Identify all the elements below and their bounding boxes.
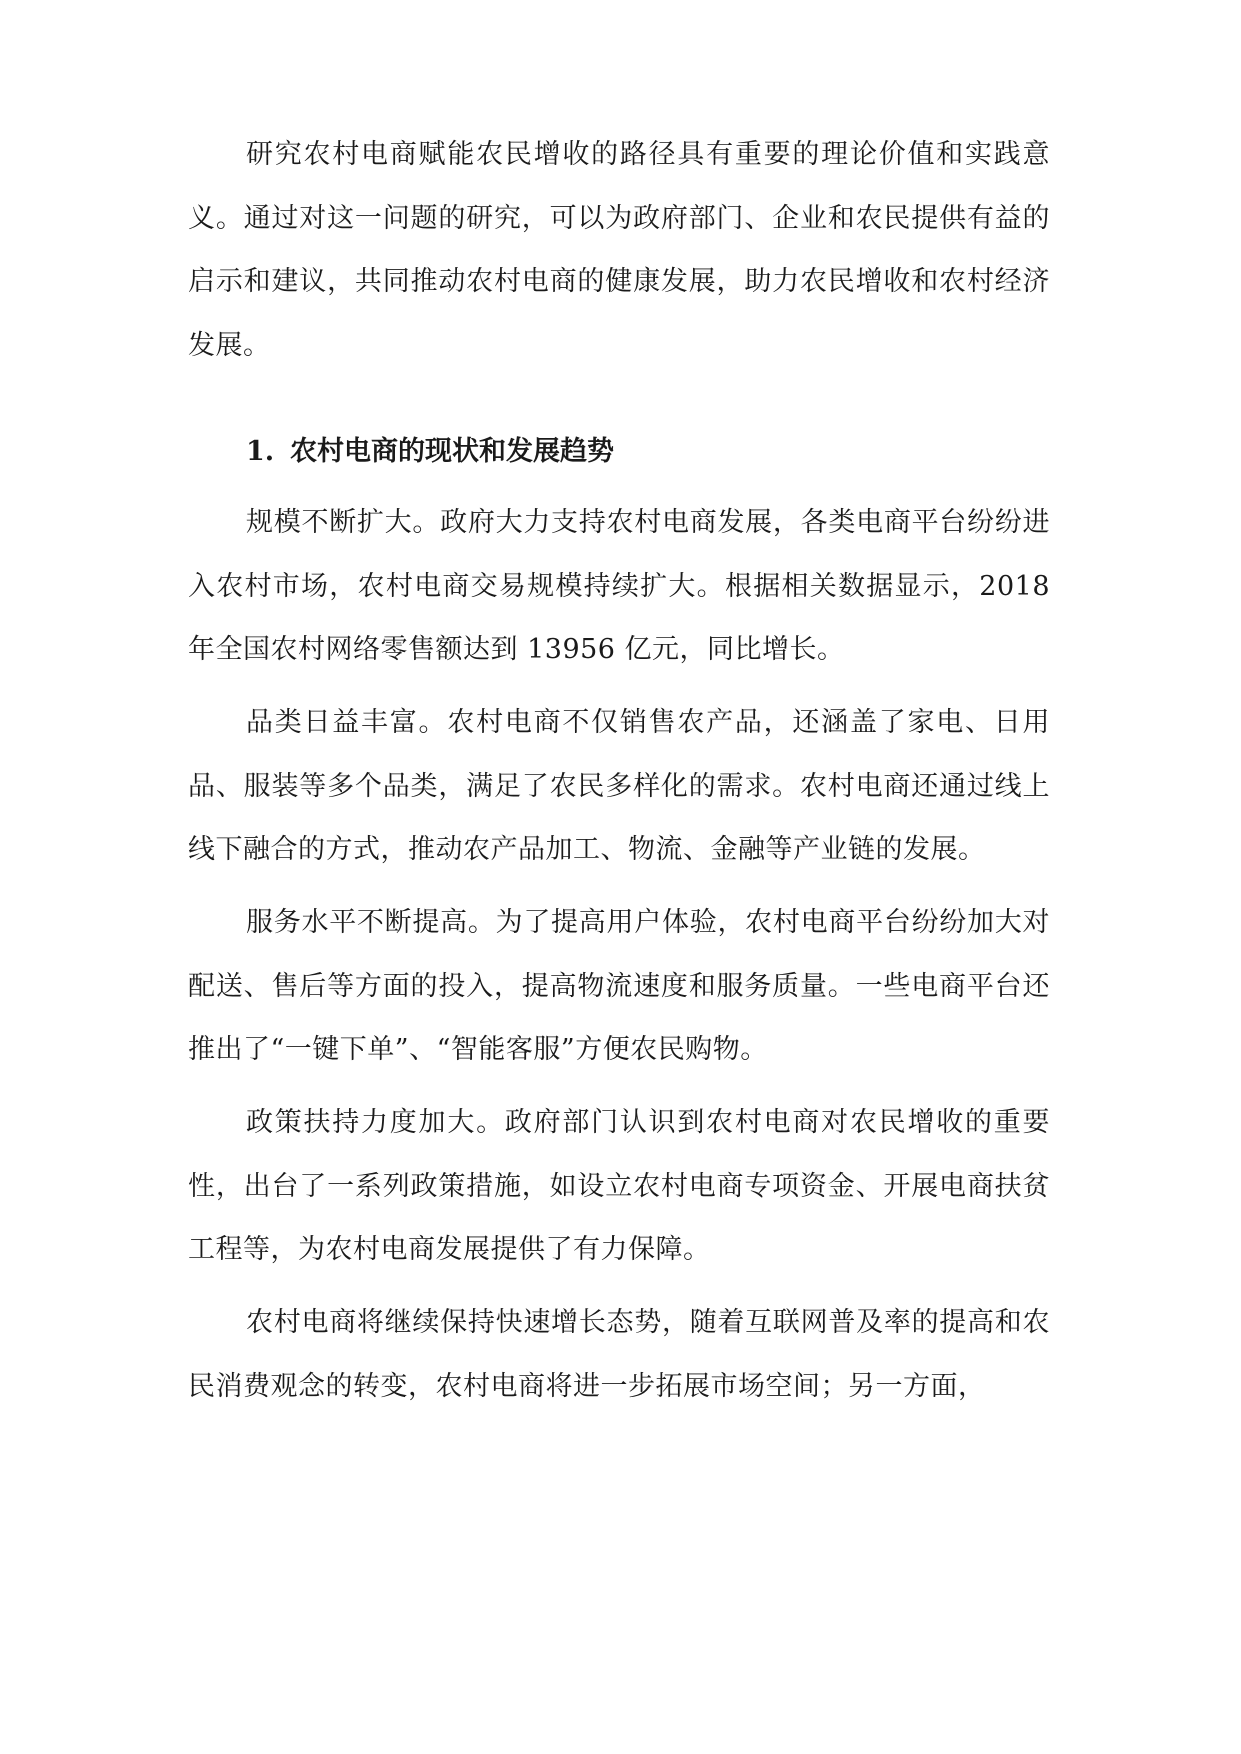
section-heading — [246, 420, 614, 484]
paragraph-trend: 农村电商将继续保持快速增长态势，随着互联网普及率的提高和农民消费观念的转变，农村电商将进一步拓展市场空间；另一方面， — [188, 1307, 1050, 1402]
section-number: 1. — [246, 436, 275, 467]
paragraph-categories: 品类日益丰富。农村电商不仅销售农产品，还涵盖了家电、日用品、服装等多个品类，满足了农民多样化的需求。农村电商还通过线上线下融合的方式，推动农产品加工、物流、金融等产业链的发展。 — [188, 707, 1050, 865]
paragraph-service: 服务水平不断提高。为了提高用户体验，农村电商平台纷纷加大对配送、售后等方面的投入，提高物流速度和服务质量。一些电商平台还推出了“一键下单”、“智能客服”方便农民购物。 — [188, 907, 1050, 1065]
intro-paragraph: 研究农村电商赋能农民增收的路径具有重要的理论价值和实践意义。通过对这一问题的研究，可以为政府部门、企业和农民提供有益的启示和建议，共同推动农村电商的健康发展，助力农民增收和农村经济发展。 — [188, 139, 1050, 361]
paragraph-policy: 政策扶持力度加大。政府部门认识到农村电商对农民增收的重要性，出台了一系列政策措施，如设立农村电商专项资金、开展电商扶贫工程等，为农村电商发展提供了有力保障。 — [188, 1107, 1050, 1265]
section-title: 农村电商的现状和发展趋势 — [290, 436, 614, 467]
paragraph-scale: 规模不断扩大。政府大力支持农村电商发展，各类电商平台纷纷进入农村市场，农村电商交易规模持续扩大。根据相关数据显示，2018年全国农村网络零售额达到 13956 亿元，同比增长。 — [188, 507, 1050, 665]
